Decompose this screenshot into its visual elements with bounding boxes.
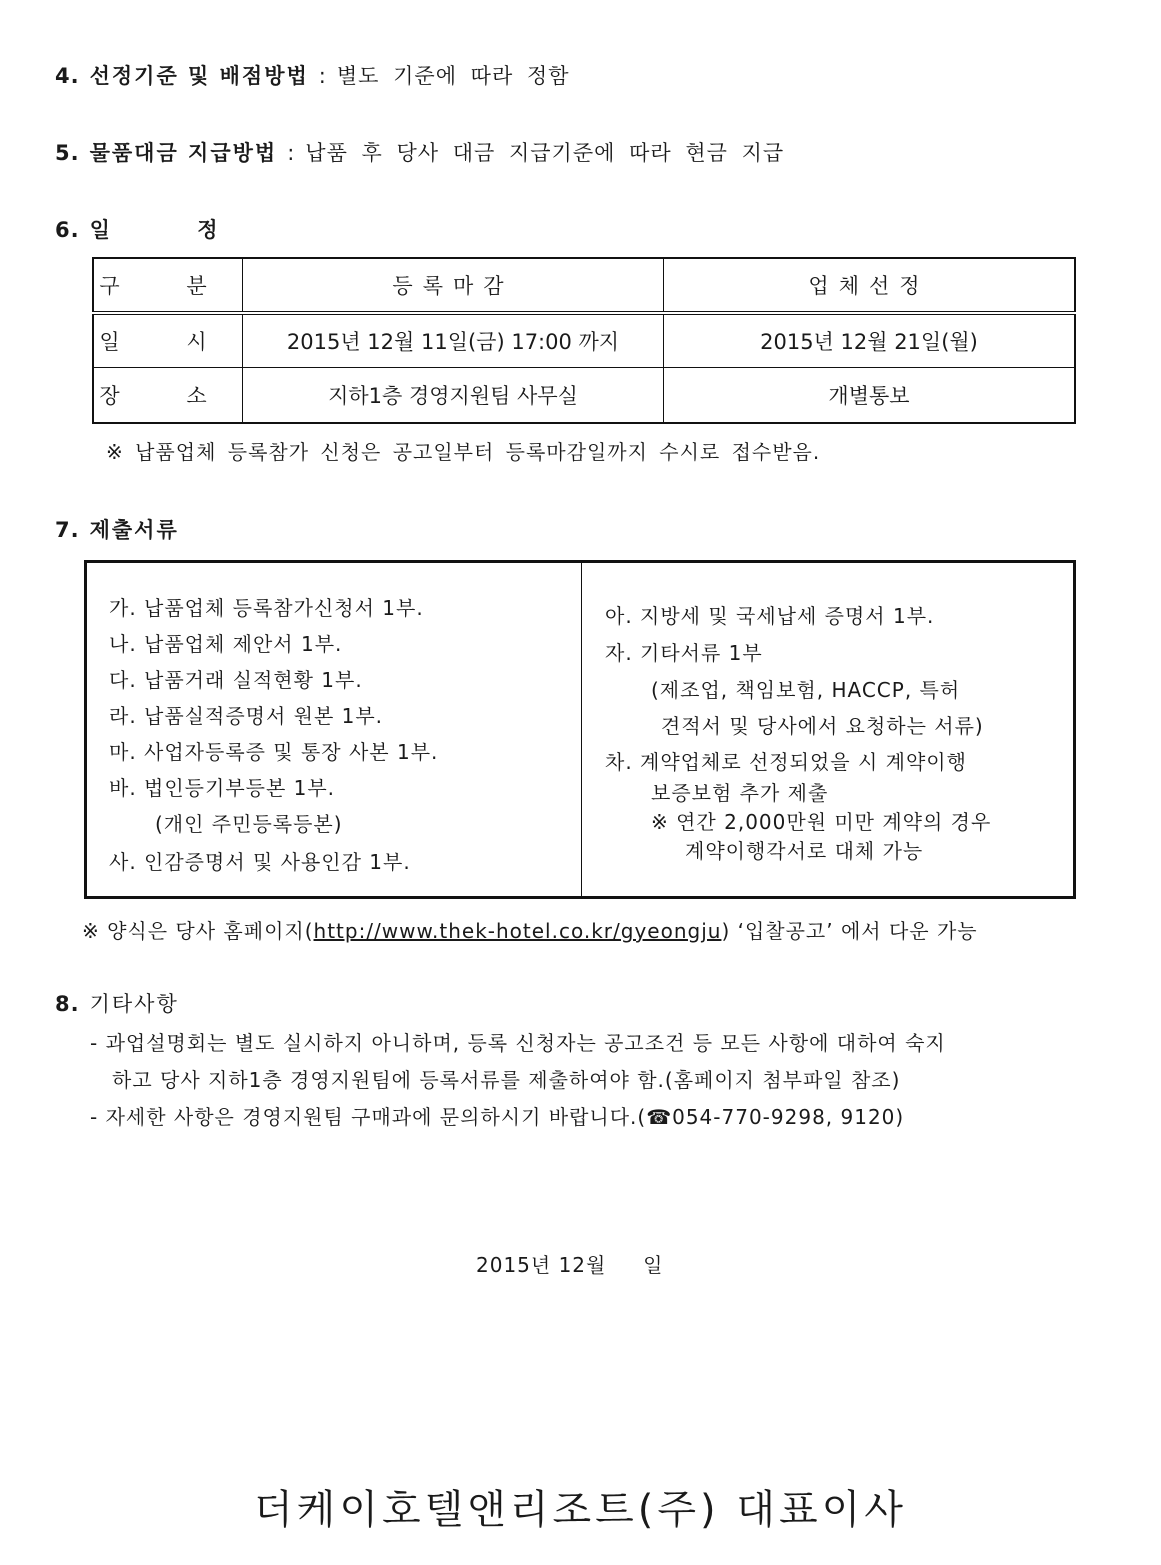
document-item: 바. 법인등기부등본 1부. (109, 776, 336, 800)
section-5-description: 납품 후 당사 대금 지급기준에 따라 현금 지급 (305, 141, 785, 165)
form-note-prefix: ※ 양식은 당사 홈페이지( (82, 919, 314, 943)
schedule-cell: 개별통보 (664, 368, 1076, 424)
document-item: 다. 납품거래 실적현황 1부. (109, 668, 363, 692)
section-7 (55, 514, 179, 544)
section-4-description: 별도 기준에 따라 정함 (336, 64, 570, 88)
section-8-title: 기타사항 (89, 992, 179, 1016)
homepage-link[interactable]: http://www.thek-hotel.co.kr/gyeongju (313, 919, 722, 943)
document-item: 라. 납품실적증명서 원본 1부. (109, 704, 384, 728)
document-date: 2015년 12월 일 (476, 1253, 664, 1277)
section-5 (55, 137, 784, 167)
section-8-line: - 과업설명회는 별도 실시하지 아니하며, 등록 신청자는 공고조건 등 모든 사항에 대하여 숙지 (90, 1031, 946, 1055)
document-item: 가. 납품업체 등록참가신청서 1부. (109, 596, 424, 620)
schedule-row (93, 368, 1075, 424)
document-item: 마. 사업자등록증 및 통장 사본 1부. (109, 740, 439, 764)
document-item: 나. 납품업체 제안서 1부. (109, 632, 343, 656)
section-5-number: 5. (55, 141, 80, 165)
section-7-number: 7. (55, 518, 80, 542)
schedule-table (92, 257, 1076, 424)
section-6-number: 6. (55, 218, 80, 242)
schedule-cell: 2015년 12월 21일(월) (664, 313, 1076, 368)
form-note-suffix: ) ‘입찰공고’ 에서 다운 가능 (721, 919, 978, 943)
documents-divider (581, 563, 582, 896)
form-note (82, 915, 978, 944)
schedule-row-label: 장 소 (93, 368, 243, 424)
document-item: 사. 인감증명서 및 사용인감 1부. (109, 850, 411, 874)
document-item: 견적서 및 당사에서 요청하는 서류) (661, 714, 984, 738)
document-item: 자. 기타서류 1부 (605, 641, 763, 665)
document-item: 보증보험 추가 제출 (651, 781, 829, 805)
schedule-header-cell: 업체선정 (664, 258, 1076, 313)
section-8-line: - 자세한 사항은 경영지원팀 구매과에 문의하시기 바랍니다.(☎054-770-9298, 9120) (90, 1105, 905, 1129)
schedule-row-label: 일 시 (93, 313, 243, 368)
document-item: 차. 계약업체로 선정되었을 시 계약이행 (605, 750, 967, 774)
section-8-number: 8. (55, 992, 80, 1016)
section-4-title: 선정기준 및 배점방법 (89, 64, 309, 88)
section-7-title: 제출서류 (89, 518, 179, 542)
document-item: 계약이행각서로 대체 가능 (685, 839, 924, 863)
schedule-cell: 지하1층 경영지원팀 사무실 (243, 368, 664, 424)
section-4-separator: : (318, 64, 327, 88)
section-6-title: 일 정 (89, 218, 258, 242)
section-8-line: 하고 당사 지하1층 경영지원팀에 등록서류를 제출하여야 함.(홈페이지 첨부파일 참조) (112, 1068, 901, 1092)
company-signature: 더케이호텔앤리조트(주) 대표이사 (254, 1487, 907, 1533)
section-8 (55, 988, 179, 1018)
documents-box (84, 560, 1076, 899)
document-item: 아. 지방세 및 국세납세 증명서 1부. (605, 604, 935, 628)
document-item: (개인 주민등록등본) (155, 812, 343, 836)
section-4-number: 4. (55, 64, 80, 88)
section-4 (55, 60, 569, 90)
schedule-cell: 2015년 12월 11일(금) 17:00 까지 (243, 313, 664, 368)
section-6 (55, 214, 257, 244)
document-item: ※ 연간 2,000만원 미만 계약의 경우 (651, 810, 992, 834)
section-5-title: 물품대금 지급방법 (89, 141, 278, 165)
schedule-header-cell: 구 분 (93, 258, 243, 313)
schedule-note: ※ 납품업체 등록참가 신청은 공고일부터 등록마감일까지 수시로 접수받음. (106, 440, 821, 464)
document-item: (제조업, 책임보험, HACCP, 특허 (651, 678, 961, 702)
schedule-header-cell: 등록마감 (243, 258, 664, 313)
section-5-separator: : (287, 141, 296, 165)
schedule-header-row (93, 258, 1075, 313)
schedule-row (93, 313, 1075, 368)
